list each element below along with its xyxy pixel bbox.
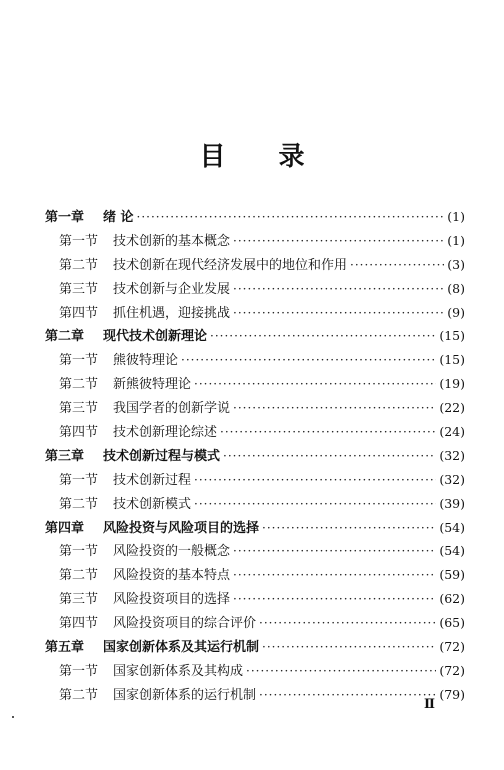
toc-entry-number: 第四节 [59, 425, 99, 441]
toc-entry-page: (24) [439, 424, 465, 440]
toc-section-row [45, 588, 465, 612]
toc-entry-number: 第一章 [45, 210, 85, 225]
toc-entry-page: (3) [447, 256, 465, 272]
toc-entry-page: (9) [447, 304, 465, 320]
toc-section-row [45, 469, 465, 493]
toc-entry-title: 风险投资与风险项目的选择 [103, 520, 260, 536]
toc-entry-title: 现代技术创新理论 [103, 329, 208, 345]
dot-leader [223, 449, 436, 463]
toc-chapter-row [45, 206, 465, 230]
dot-leader [262, 521, 436, 535]
toc-entry-page: (54) [439, 519, 465, 535]
toc-section-row [45, 278, 465, 302]
toc-entry-number: 第二节 [59, 377, 99, 393]
toc-entry-number: 第二节 [59, 568, 99, 584]
page-number-marker: Ⅱ [424, 697, 435, 712]
toc-entry-page: (15) [439, 352, 465, 368]
toc-entry-title: 技术创新与企业发展 [113, 281, 231, 297]
toc-entry-title: 绪 论 [103, 210, 134, 225]
toc-entry-number: 第二节 [59, 496, 99, 512]
toc-section-row [45, 564, 465, 588]
toc-entry-title: 国家创新体系及其构成 [113, 663, 244, 679]
toc-entry-title: 新熊彼特理论 [113, 377, 192, 393]
toc-section-row [45, 540, 465, 564]
toc-entry-title: 风险投资的基本特点 [113, 568, 231, 584]
toc-chapter-row [45, 445, 465, 469]
dot-leader [233, 401, 436, 415]
toc-entry-title: 技术创新过程 [113, 472, 192, 488]
toc-entry-page: (32) [439, 471, 465, 487]
toc-entry-page: (59) [439, 567, 465, 583]
toc-entry-number: 第三节 [59, 401, 99, 417]
toc-entry-page: (65) [439, 615, 465, 631]
toc-section-row [45, 349, 465, 373]
toc-entry-page: (22) [439, 400, 465, 416]
toc-entry-page: (72) [439, 662, 465, 678]
toc-entry-page: (39) [439, 495, 465, 511]
toc-section-row [45, 230, 465, 254]
toc-entry-page: (72) [439, 639, 465, 655]
toc-entry-page: (54) [439, 543, 465, 559]
table-of-contents [45, 206, 465, 708]
toc-section-row [45, 397, 465, 421]
dot-leader [220, 425, 436, 439]
toc-entry-title: 技术创新过程与模式 [103, 448, 221, 464]
toc-entry-number: 第二节 [59, 257, 99, 273]
toc-entry-page: (79) [439, 686, 465, 702]
toc-entry-title: 国家创新体系及其运行机制 [103, 640, 260, 656]
toc-entry-title: 技术创新模式 [113, 496, 192, 512]
toc-entry-number: 第四章 [45, 520, 85, 536]
toc-entry-number: 第二章 [45, 329, 85, 345]
dot-leader [194, 473, 436, 487]
toc-entry-page: (1) [447, 209, 465, 224]
toc-section-row [45, 302, 465, 326]
dot-leader [233, 568, 436, 582]
toc-chapter-row [45, 636, 465, 660]
dot-leader [137, 210, 445, 224]
toc-entry-title: 技术创新理论综述 [113, 425, 218, 441]
toc-entry-title: 我国学者的创新学说 [113, 401, 231, 417]
toc-entry-title: 国家创新体系的运行机制 [113, 687, 257, 703]
toc-section-row [45, 493, 465, 517]
toc-section-row [45, 612, 465, 636]
dot-leader [210, 329, 436, 343]
toc-entry-title: 技术创新的基本概念 [113, 233, 231, 249]
toc-entry-title: 风险投资的一般概念 [113, 544, 231, 560]
toc-entry-page: (19) [439, 376, 465, 392]
toc-entry-page: (8) [447, 280, 465, 296]
toc-entry-number: 第二节 [59, 687, 99, 703]
dot-leader [246, 664, 436, 678]
toc-entry-number: 第一节 [59, 663, 99, 679]
toc-section-row [45, 660, 465, 684]
toc-section-row [45, 421, 465, 445]
dot-leader [194, 497, 436, 511]
dot-leader [262, 640, 436, 654]
page-title: 目 录 [199, 142, 327, 172]
toc-chapter-row [45, 517, 465, 541]
toc-entry-number: 第一节 [59, 353, 99, 369]
toc-chapter-row [45, 325, 465, 349]
dot-leader [194, 377, 436, 391]
toc-entry-page: (62) [439, 591, 465, 607]
toc-section-row [45, 684, 465, 708]
toc-entry-page: (15) [439, 328, 465, 344]
dot-leader [259, 688, 436, 702]
toc-section-row [45, 373, 465, 397]
dot-leader [259, 616, 436, 630]
toc-entry-number: 第一节 [59, 472, 99, 488]
toc-entry-number: 第四节 [59, 305, 99, 321]
dot-leader [233, 544, 436, 558]
toc-entry-number: 第一节 [59, 544, 99, 560]
dot-leader [181, 353, 436, 367]
toc-section-row [45, 254, 465, 278]
dot-leader [233, 306, 444, 320]
dot-leader [233, 282, 444, 296]
toc-entry-title: 风险投资项目的综合评价 [113, 616, 257, 632]
toc-entry-title: 风险投资项目的选择 [113, 592, 231, 608]
scan-speck [12, 716, 14, 718]
toc-entry-page: (32) [439, 447, 465, 463]
toc-entry-number: 第三节 [59, 592, 99, 608]
toc-entry-page: (1) [447, 232, 465, 248]
toc-entry-title: 抓住机遇，迎接挑战 [113, 305, 231, 321]
toc-entry-title: 技术创新在现代经济发展中的地位和作用 [113, 257, 348, 273]
dot-leader [350, 258, 444, 272]
toc-entry-title: 熊彼特理论 [113, 353, 179, 369]
dot-leader [233, 592, 436, 606]
toc-entry-number: 第四节 [59, 616, 99, 632]
toc-entry-number: 第五章 [45, 640, 85, 656]
dot-leader [233, 234, 444, 248]
toc-entry-number: 第三章 [45, 448, 85, 464]
toc-entry-number: 第一节 [59, 233, 99, 249]
toc-entry-number: 第三节 [59, 281, 99, 297]
